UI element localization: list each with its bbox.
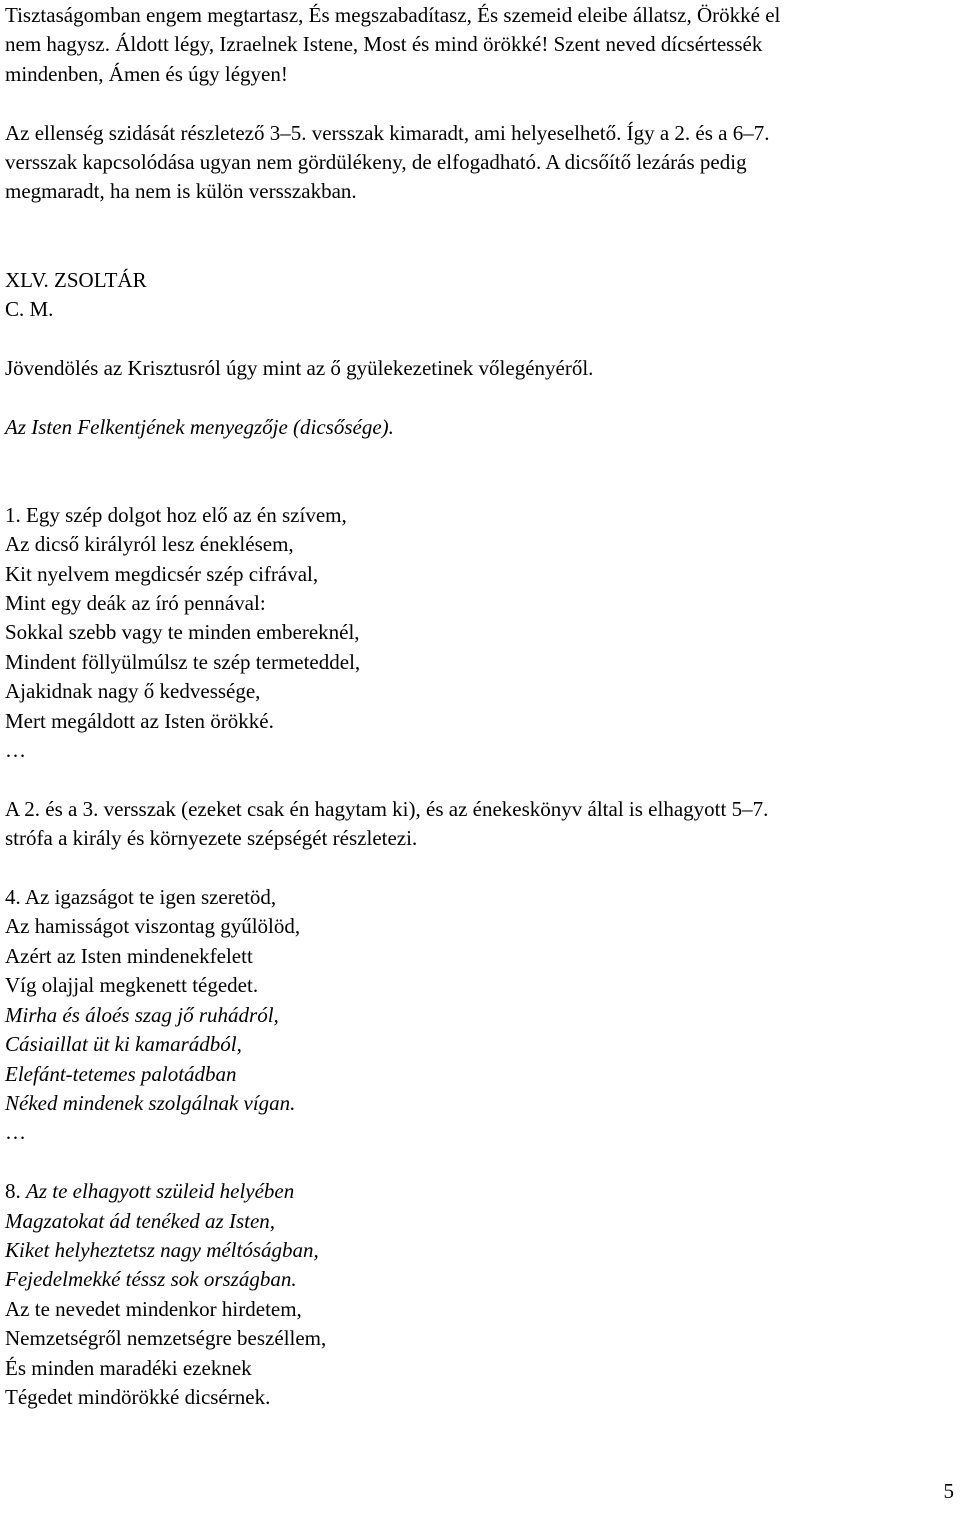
commentary-line: versszak kapcsolódása ugyan nem gördülékeny, de elfogadható. A dicsőítő lezárás pedig [5,150,747,175]
verse-line: Mint egy deák az író pennával: [5,591,266,616]
commentary-line: megmaradt, ha nem is külön versszakban. [5,179,357,204]
ellipsis: … [5,738,26,763]
verse-line: 1. Egy szép dolgot hoz elő az én szívem, [5,502,347,527]
verse-line: Az te nevedet mindenkor hirdetem, [5,1296,302,1321]
commentary-paragraph [5,119,957,207]
verse-line: Víg olajjal megkenett tégedet. [5,973,259,998]
commentary-paragraph [5,795,957,854]
verse-line: Nemzetségről nemzetségre beszéllem, [5,1326,327,1351]
psalm-author: C. M. [5,297,54,322]
verse-line-italic: Néked mindenek szolgálnak vígan. [5,1090,296,1115]
ellipsis: … [5,1120,26,1145]
verse-line: Kit nyelvem megdicsér szép cifrával, [5,561,319,586]
commentary-line: strófa a király és környezete szépségét részletezi. [5,826,418,851]
stanza-1 [5,501,957,766]
psalm-subtitle-italic: Az Isten Felkentjének menyegzője (dicsősége). [5,414,394,439]
verse-line-italic: Mirha és áloés szag jő ruhádról, [5,1002,279,1027]
commentary-line: A 2. és a 3. versszak (ezeket csak én hagytam ki), és az énekeskönyv által is elhagyott 5–7. [5,796,769,821]
stanza-8 [5,1177,957,1412]
psalm-number: XLV. ZSOLTÁR [5,267,147,292]
stanza-4 [5,883,957,1148]
commentary-line: Az ellenség szidását részletező 3–5. versszak kimaradt, ami helyeselhető. Így a 2. és a 6–7. [5,120,770,145]
verse-line: Az hamisságot viszontag gyűlölöd, [5,914,301,939]
verse-line-italic: Magzatokat ád tenéked az Isten, [5,1208,276,1233]
intro-paragraph [5,1,957,89]
verse-line: Mindent föllyülmúlsz te szép termeteddel, [5,649,361,674]
document-page [5,1,957,1412]
verse-line: Mert megáldott az Isten örökké. [5,708,274,733]
verse-line: Azért az Isten mindenekfelett [5,943,253,968]
verse-line-italic: Elefánt-tetemes palotádban [5,1061,237,1086]
verse-line-italic: Kiket helyheztetsz nagy méltóságban, [5,1237,319,1262]
verse-line: Tégedet mindörökké dicsérnek. [5,1384,271,1409]
verse-line: Az dicső királyról lesz éneklésem, [5,532,294,557]
verse-line-italic: Cásiaillat üt ki kamarádból, [5,1032,242,1057]
verse-number: 8. [5,1179,21,1204]
intro-line: nem hagysz. Áldott légy, Izraelnek Istene, Most és mind örökké! Szent neved dícsértessék [5,32,763,57]
psalm-subtitle: Jövendölés az Krisztusról úgy mint az ő gyülekezetinek vőlegényéről. [5,355,594,380]
verse-line: Ajakidnak nagy ő kedvessége, [5,679,261,704]
psalm-heading [5,266,957,325]
verse-line: Sokkal szebb vagy te minden embereknél, [5,620,360,645]
verse-line-first [5,1177,957,1206]
verse-line-italic: Fejedelmekké téssz sok országban. [5,1267,297,1292]
verse-line: 4. Az igazságot te igen szeretöd, [5,885,277,910]
page-number: 5 [943,1479,954,1503]
intro-line: mindenben, Ámen és úgy légyen! [5,61,288,86]
verse-line-italic: Az te elhagyott szüleid helyében [26,1179,295,1204]
intro-line: Tisztaságomban engem megtartasz, És megszabadítasz, És szemeid eleibe állatsz, Örökké el [5,3,781,27]
verse-line: És minden maradéki ezeknek [5,1355,252,1380]
